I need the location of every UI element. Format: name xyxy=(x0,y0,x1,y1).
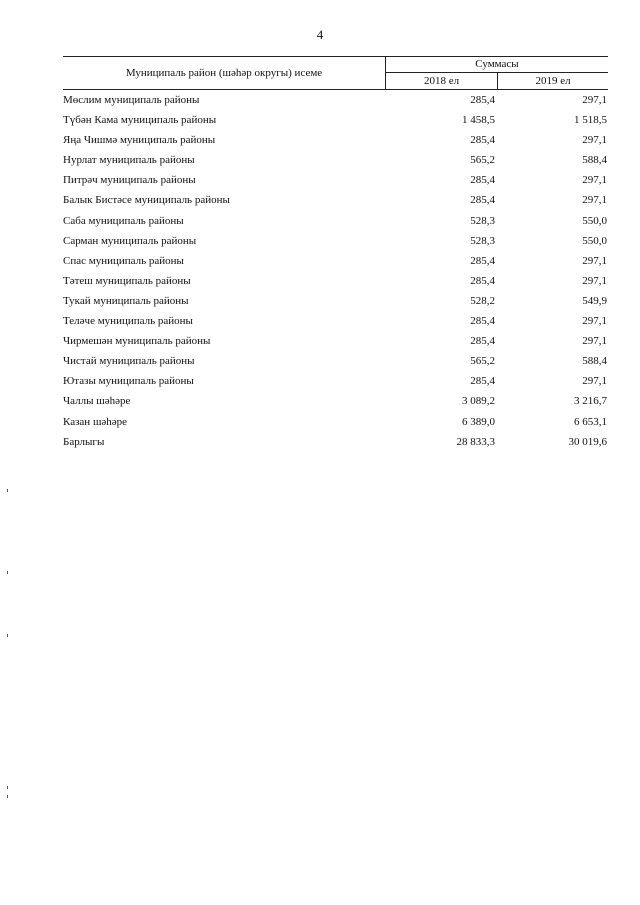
table-row xyxy=(63,271,608,291)
column-header-2018: 2018 ел xyxy=(423,75,460,87)
row-name: Чирмешән муниципаль районы xyxy=(63,335,211,348)
row-value-2019: 588,4 xyxy=(582,154,607,167)
scan-margin-mark xyxy=(7,786,8,789)
row-value-2019: 297,1 xyxy=(582,274,607,287)
table-row xyxy=(63,291,608,311)
table-row xyxy=(63,412,608,432)
row-name: Тукай муниципаль районы xyxy=(63,294,189,307)
row-value-2018: 528,2 xyxy=(470,294,495,307)
table-row xyxy=(63,150,608,170)
row-name: Питрәч муниципаль районы xyxy=(63,174,196,187)
row-name: Чистай муниципаль районы xyxy=(63,355,195,368)
table-row xyxy=(63,311,608,331)
column-header-sum: Суммасы xyxy=(386,57,608,73)
row-value-2019: 6 653,1 xyxy=(574,415,607,428)
row-value-2018: 565,2 xyxy=(470,355,495,368)
row-name: Спас муниципаль районы xyxy=(63,254,184,267)
column-header-2019: 2019 ел xyxy=(535,75,571,87)
allocation-table xyxy=(63,56,608,452)
scan-margin-mark xyxy=(7,634,8,637)
row-value-2019: 297,1 xyxy=(582,94,607,106)
row-value-2018: 1 458,5 xyxy=(462,114,495,127)
row-value-2019: 588,4 xyxy=(582,355,607,368)
row-name: Чаллы шәһәре xyxy=(63,395,131,408)
table-row-total xyxy=(63,432,608,452)
row-value-2019: 550,0 xyxy=(582,214,607,227)
row-value-2019: 549,9 xyxy=(582,294,607,307)
row-name: Казан шәһәре xyxy=(63,415,128,428)
row-name: Балык Бистәсе муниципаль районы xyxy=(63,194,230,207)
table-row xyxy=(63,90,608,110)
table-row xyxy=(63,391,608,411)
table-header xyxy=(63,56,608,90)
table-row xyxy=(63,110,608,130)
row-name: Саба муниципаль районы xyxy=(63,214,184,227)
row-name: Тәтеш муниципаль районы xyxy=(63,274,191,287)
row-value-2018: 285,4 xyxy=(470,335,495,348)
row-value-2018: 6 389,0 xyxy=(462,415,495,428)
scan-margin-mark xyxy=(7,571,8,574)
table-row xyxy=(63,130,608,150)
row-value-2018: 285,4 xyxy=(470,254,495,267)
row-value-2019: 297,1 xyxy=(582,254,607,267)
table-row xyxy=(63,190,608,210)
row-name: Нурлат муниципаль районы xyxy=(63,154,195,167)
table-row xyxy=(63,351,608,371)
page-number: 4 xyxy=(316,27,324,42)
total-value-2019: 30 019,6 xyxy=(568,435,607,448)
table-row xyxy=(63,371,608,391)
row-value-2019: 297,1 xyxy=(582,134,607,147)
row-value-2018: 528,3 xyxy=(470,214,495,227)
row-name: Ютазы муниципаль районы xyxy=(63,375,194,388)
table-row xyxy=(63,251,608,271)
table-body xyxy=(63,90,608,452)
row-name: Яңа Чишмә муниципаль районы xyxy=(63,134,216,147)
row-value-2019: 3 216,7 xyxy=(574,395,607,408)
row-value-2018: 528,3 xyxy=(470,234,495,247)
row-value-2019: 297,1 xyxy=(582,335,607,348)
column-header-name: Муниципаль район (шәһәр округы) исеме xyxy=(125,67,323,79)
row-value-2018: 285,4 xyxy=(470,194,495,207)
row-value-2019: 297,1 xyxy=(582,174,607,187)
row-value-2018: 285,4 xyxy=(470,315,495,328)
row-value-2019: 297,1 xyxy=(582,194,607,207)
table-row xyxy=(63,331,608,351)
table-row xyxy=(63,211,608,231)
row-value-2019: 550,0 xyxy=(582,234,607,247)
row-name: Сарман муниципаль районы xyxy=(63,234,197,247)
row-value-2019: 297,1 xyxy=(582,375,607,388)
row-value-2018: 285,4 xyxy=(470,94,495,106)
row-name: Мөслим муниципаль районы xyxy=(63,94,200,106)
table-row xyxy=(63,170,608,190)
row-value-2018: 285,4 xyxy=(470,375,495,388)
row-value-2018: 3 089,2 xyxy=(462,395,495,408)
row-name-total: Барлыгы xyxy=(63,435,105,448)
row-value-2018: 565,2 xyxy=(470,154,495,167)
scan-margin-mark xyxy=(7,795,8,798)
row-value-2018: 285,4 xyxy=(470,274,495,287)
row-value-2018: 285,4 xyxy=(470,134,495,147)
scan-margin-mark xyxy=(7,489,8,492)
row-value-2018: 285,4 xyxy=(470,174,495,187)
total-value-2018: 28 833,3 xyxy=(456,435,495,448)
table-row xyxy=(63,231,608,251)
row-name: Түбән Кама муниципаль районы xyxy=(63,114,217,127)
row-value-2019: 1 518,5 xyxy=(574,114,607,127)
row-value-2019: 297,1 xyxy=(582,315,607,328)
row-name: Теләче муниципаль районы xyxy=(63,315,193,328)
